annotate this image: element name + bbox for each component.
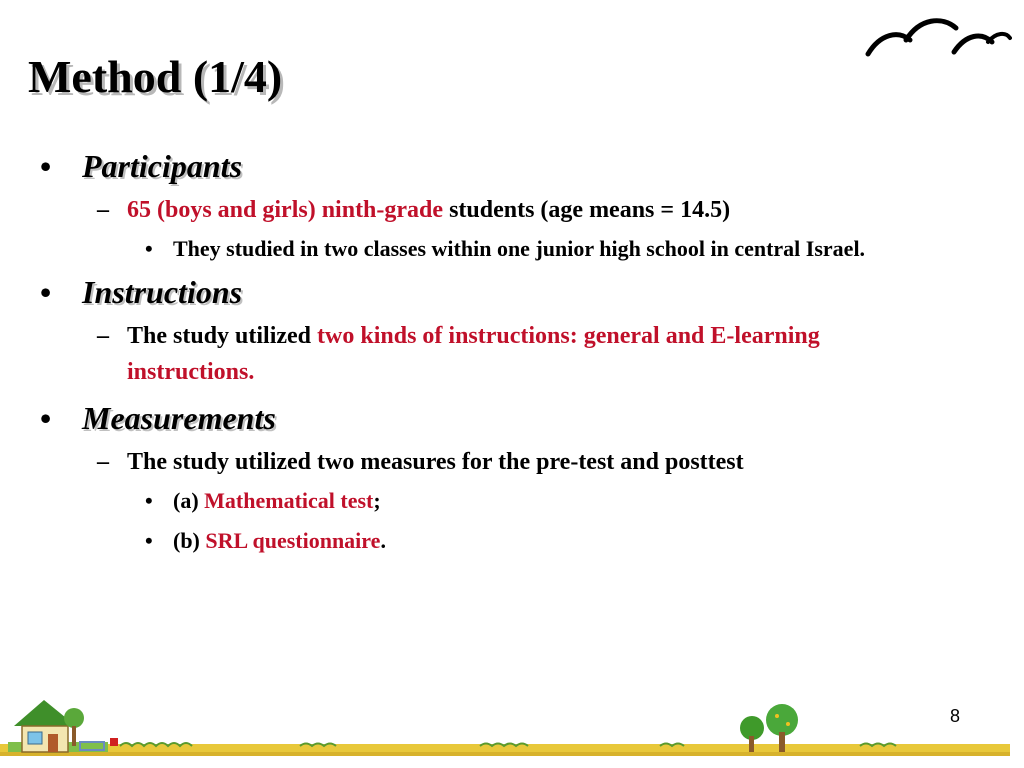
participants-age-a: students (age means = 14.: [443, 197, 711, 223]
measurement-prefix: (a): [173, 488, 205, 513]
participants-age-c: ): [722, 197, 731, 223]
measurement-highlight: Mathematical test: [204, 488, 374, 513]
instructions-highlight: two kinds of instructions: general and E-learning instructions.: [127, 323, 820, 385]
measurement-highlight: SRL questionnaire: [205, 528, 381, 553]
participants-grade: ninth-grade: [321, 197, 444, 223]
instructions-heading: Instructions: [82, 274, 243, 310]
instructions-item: [40, 272, 1000, 312]
dot: •: [145, 488, 153, 513]
bullet: •: [40, 274, 52, 310]
participants-heading: Participants: [82, 148, 243, 184]
participants-detail-text: They studied in two classes within one junior high school in central Israel.: [173, 236, 866, 261]
grass-strip: [0, 743, 1010, 756]
dot: •: [145, 528, 153, 553]
instructions-subitem: [40, 318, 927, 390]
dash: –: [97, 449, 109, 475]
participants-detail: [40, 232, 913, 266]
dot: •: [145, 236, 153, 261]
bullet: •: [40, 148, 52, 184]
birds-icon: [862, 12, 1012, 72]
measurement-prefix: (b): [173, 528, 206, 553]
measurements-item: [40, 398, 1000, 438]
measurement-b: [40, 524, 913, 558]
bullet: •: [40, 400, 52, 436]
footer-decoration: [0, 690, 1024, 768]
slide-body: [40, 146, 1000, 564]
measurement-a: [40, 484, 913, 518]
measurement-suffix: .: [380, 528, 386, 553]
dash: –: [97, 197, 109, 223]
measurement-suffix: ;: [373, 488, 381, 513]
instructions-lead: The study utilized: [127, 323, 318, 349]
participants-subitem: [40, 192, 1000, 228]
house-icon: [8, 700, 118, 752]
measurements-text: The study utilized two measures for the pre-test and posttest: [127, 449, 744, 475]
slide-title: Method (1/4): [28, 51, 283, 102]
participants-age-b: 5: [710, 197, 723, 223]
measurements-heading: Measurements: [82, 400, 276, 436]
participants-item: [40, 146, 1000, 186]
dash: –: [97, 323, 109, 349]
page-number: 8: [950, 706, 961, 726]
participants-count: 65 (boys and girls): [127, 197, 316, 223]
measurements-subitem: [40, 444, 1000, 480]
